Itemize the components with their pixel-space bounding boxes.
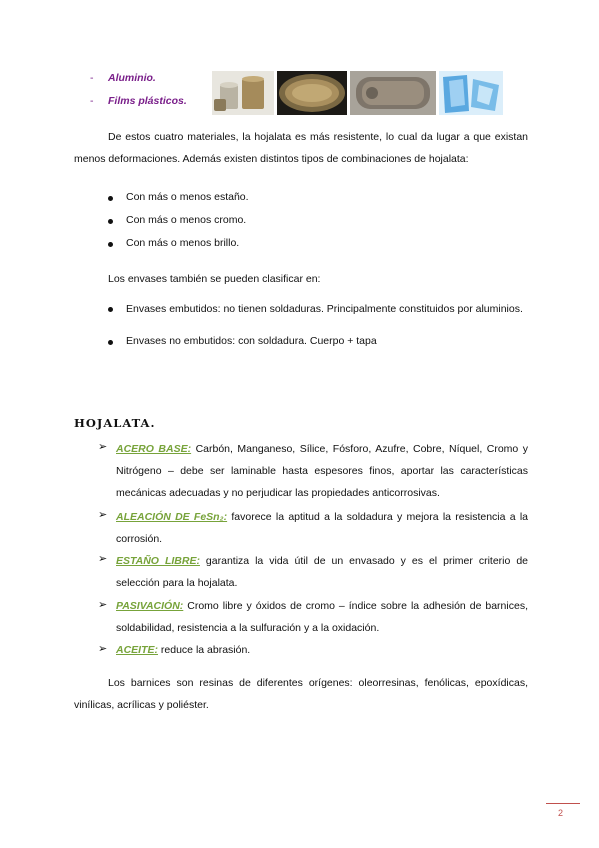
material-films: Films plásticos. — [108, 95, 187, 107]
open-tin-photo — [350, 71, 436, 115]
hojalata-term: ESTAÑO LIBRE: — [116, 555, 200, 567]
hojalata-term: ACEITE: — [116, 644, 158, 656]
plastic-film-photo — [439, 71, 503, 115]
bullet-dot — [108, 242, 113, 247]
hojalata-desc: favorece la aptitud a la soldadura y mejora la resistencia a la corrosión. — [116, 511, 528, 545]
hojalata-term: PASIVACIÓN: — [116, 600, 184, 612]
oval-tin-photo — [277, 71, 347, 115]
arrow-bullet-icon: ➢ — [98, 509, 108, 521]
combination-item: Con más o menos estaño. — [126, 191, 249, 203]
hojalata-item — [116, 438, 528, 504]
list-dash: - — [90, 95, 94, 107]
arrow-bullet-icon: ➢ — [98, 553, 108, 565]
classification-item: Envases no embutidos: con soldadura. Cuerpo + tapa — [126, 335, 377, 347]
arrow-bullet-icon: ➢ — [98, 599, 108, 611]
packaging-image-strip — [212, 71, 508, 115]
bullet-dot — [108, 219, 113, 224]
hojalata-desc: reduce la abrasión. — [158, 644, 251, 656]
section-heading: HOJALATA. — [74, 416, 156, 430]
bullet-dot — [108, 340, 113, 345]
hojalata-item — [116, 550, 528, 594]
material-aluminio: Aluminio. — [108, 72, 156, 84]
hojalata-desc: Cromo libre y óxidos de cromo – índice sobre la adhesión de barnices, soldabilidad, resistencia a la sulfuración y a la oxidación. — [116, 600, 528, 634]
hojalata-desc: Carbón, Manganeso, Sílice, Fósforo, Azufre, Cobre, Níquel, Cromo y Nitrógeno – debe ser laminable hasta espesores finos, aportar las características mecánicas adecuadas y no perjudicar las propiedades anticorrosivas. — [116, 443, 529, 499]
footer-rule — [546, 803, 580, 804]
bullet-dot — [108, 196, 113, 201]
combination-item: Con más o menos cromo. — [126, 214, 247, 226]
classification-intro: Los envases también se pueden clasificar en: — [108, 273, 321, 285]
hojalata-item — [116, 506, 528, 550]
bullet-dot — [108, 307, 113, 312]
combination-item: Con más o menos brillo. — [126, 237, 240, 249]
classification-item: Envases embutidos: no tienen soldaduras. Principalmente constituidos por aluminios. — [126, 303, 523, 315]
hojalata-term: ALEACIÓN DE FeSn₂: — [116, 511, 228, 523]
page-number: 2 — [558, 808, 564, 818]
hojalata-desc: garantiza la vida útil de un envasado y es el primer criterio de selección para la hojalata. — [116, 555, 528, 589]
aluminum-cans-photo — [212, 71, 274, 115]
hojalata-item — [116, 639, 528, 661]
intro-paragraph: De estos cuatro materiales, la hojalata es más resistente, lo cual da lugar a que existan menos deformaciones. Además existen distintos tipos de combinaciones de hojalata: — [74, 131, 528, 165]
varnish-paragraph: Los barnices son resinas de diferentes orígenes: oleorresinas, fenólicas, epoxídicas, vinílicas, acrílicas y poliéster. — [74, 677, 528, 711]
hojalata-term: ACERO BASE: — [116, 443, 192, 455]
arrow-bullet-icon: ➢ — [98, 441, 108, 453]
list-dash: - — [90, 72, 94, 84]
arrow-bullet-icon: ➢ — [98, 643, 108, 655]
hojalata-item — [116, 595, 528, 639]
